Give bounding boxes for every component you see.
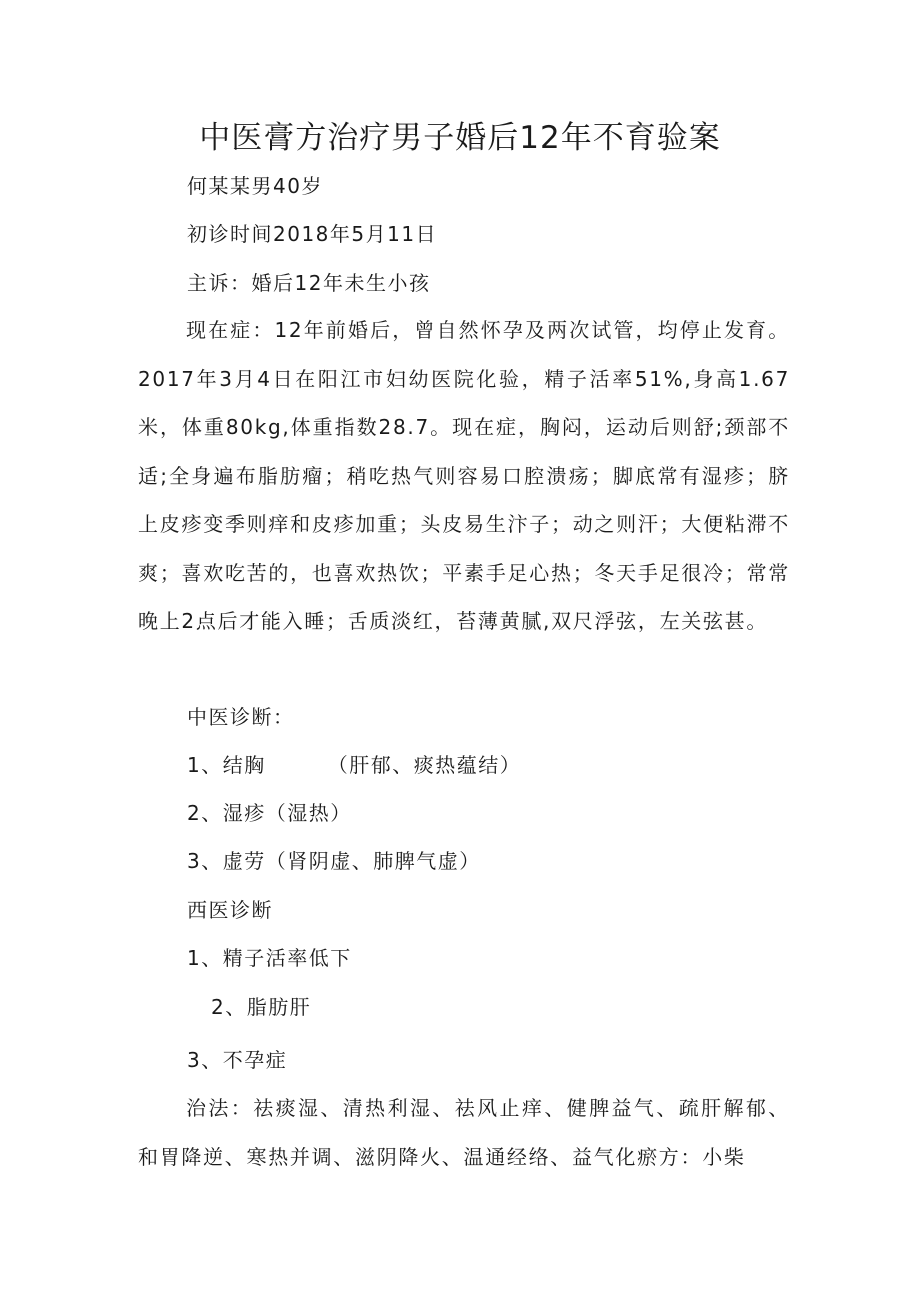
western-diagnosis-heading: 西医诊断 [187,898,273,922]
tcm-diagnosis-item-2: 2、湿疹（湿热） [187,801,352,825]
document-title: 中医膏方治疗男子婚后12年不育验案 [199,120,721,156]
tcm-diagnosis-item-1-detail: （肝郁、痰热蕴结） [327,753,522,777]
western-diagnosis-item-1: 1、精子活率低下 [187,946,352,970]
treatment-paragraph: 治法：祛痰湿、清热利湿、祛风止痒、健脾益气、疏肝解郁、和胃降逆、寒热并调、滋阴降火、温通经络、益气化瘀方：小柴 [138,1096,790,1169]
tcm-diagnosis-item-1-main: 1、结胸 [187,753,266,777]
patient-info: 何某某男40岁 [187,174,323,198]
western-diagnosis-item-3: 3、不孕症 [187,1048,288,1072]
tcm-diagnosis-heading: 中医诊断： [187,705,295,729]
tcm-diagnosis-item-3: 3、虚劳（肾阴虚、肺脾气虚） [187,849,481,873]
western-diagnosis-item-2: 2、脂肪肝 [211,995,312,1019]
chief-complaint: 主诉：婚后12年未生小孩 [187,271,431,295]
present-illness-paragraph: 现在症：12年前婚后，曾自然怀孕及两次试管，均停止发育。2017年3月4日在阳江市妇幼医院化验，精子活率51%,身高1.67米，体重80kg,体重指数28.7。现在症，胸闷，运动后则舒;颈部不适;全身遍布脂肪瘤；稍吃热气则容易口腔溃疡；脚底常有湿疹；脐上皮疹变季则痒和皮疹加重；头皮易生汴子；动之则汗；大便粘滞不爽；喜欢吃苦的，也喜欢热饮；平素手足心热；冬天手足很冷；常常晚上2点后才能入睡；舌质淡红，苔薄黄腻,双尺浮弦，左关弦甚。 [138,318,790,633]
first-visit-date: 初诊时间2018年5月11日 [187,222,438,246]
tcm-diagnosis-item-1 [187,751,521,779]
